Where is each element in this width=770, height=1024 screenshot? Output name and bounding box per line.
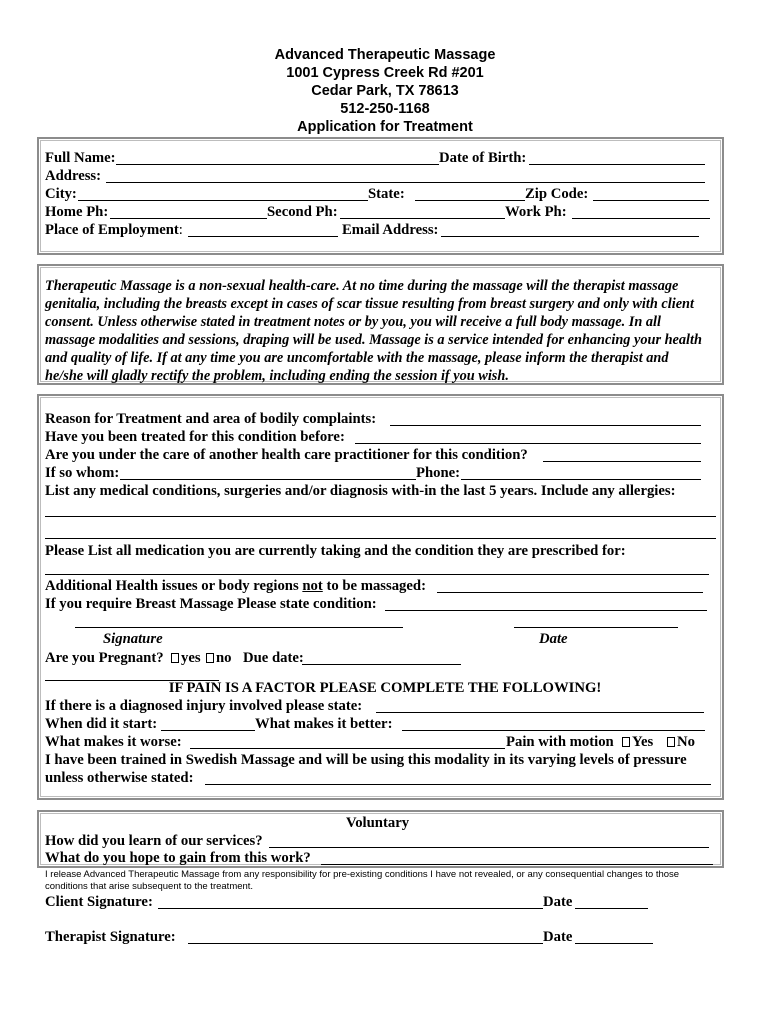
home-phone-field[interactable] bbox=[110, 218, 267, 219]
learn-field[interactable] bbox=[269, 847, 709, 848]
better-field[interactable] bbox=[402, 730, 705, 731]
reason-field[interactable] bbox=[390, 425, 701, 426]
injury-field[interactable] bbox=[376, 712, 704, 713]
conditions-row bbox=[45, 482, 710, 500]
worse-label: What makes it worse: bbox=[45, 734, 182, 750]
gain-row bbox=[45, 849, 710, 867]
full-name-field[interactable] bbox=[116, 164, 439, 165]
pregnant-no-option[interactable]: no bbox=[206, 649, 232, 667]
gain-label: What do you hope to gain from this work? bbox=[45, 850, 311, 866]
client-date-field[interactable] bbox=[575, 908, 648, 909]
pain-yes-checkbox[interactable] bbox=[622, 737, 630, 747]
address-field[interactable] bbox=[106, 182, 705, 183]
client-signature-row bbox=[45, 893, 710, 911]
conditions-field-2[interactable] bbox=[45, 538, 716, 539]
business-address: 1001 Cypress Creek Rd #201 bbox=[286, 65, 484, 81]
pain-worse-row bbox=[45, 733, 710, 751]
client-signature-label: Client Signature: bbox=[45, 894, 153, 910]
injury-row bbox=[45, 697, 710, 715]
address-label: Address: bbox=[45, 168, 102, 184]
employment-field[interactable] bbox=[188, 236, 338, 237]
pregnant-label: Are you Pregnant? bbox=[45, 650, 164, 666]
if-so-whom-label: If so whom: bbox=[45, 465, 120, 481]
swedish-row-1 bbox=[45, 751, 710, 769]
health-signature-field[interactable] bbox=[75, 627, 403, 628]
treated-before-row bbox=[45, 428, 710, 446]
better-label: What makes it better: bbox=[255, 716, 393, 732]
gain-field[interactable] bbox=[321, 864, 713, 865]
email-label: Email Address: bbox=[342, 222, 439, 238]
treated-before-label: Have you been treated for this condition before: bbox=[45, 429, 345, 445]
dob-field[interactable] bbox=[529, 164, 705, 165]
work-phone-label: Work Ph: bbox=[505, 204, 567, 220]
state-field[interactable] bbox=[415, 200, 525, 201]
learn-label: How did you learn of our services? bbox=[45, 833, 263, 849]
form-title: Application for Treatment bbox=[297, 119, 473, 135]
therapist-signature-row bbox=[45, 928, 710, 946]
swedish-text-1: I have been trained in Swedish Massage and will be using this modality in its varying levels of pressure bbox=[45, 752, 687, 768]
signature-caption: Signature bbox=[103, 631, 163, 647]
phones-row bbox=[45, 203, 710, 221]
second-phone-label: Second Ph: bbox=[267, 204, 338, 220]
therapist-date-field[interactable] bbox=[575, 943, 653, 944]
business-name: Advanced Therapeutic Massage bbox=[274, 47, 496, 63]
therapist-signature-label: Therapist Signature: bbox=[45, 929, 176, 945]
pain-no-option[interactable]: No bbox=[667, 733, 695, 751]
worse-field[interactable] bbox=[190, 748, 505, 749]
employment-label: Place of Employment: bbox=[45, 222, 183, 238]
learn-row bbox=[45, 832, 710, 850]
city-state-zip-row bbox=[45, 185, 710, 203]
breast-massage-label: If you require Breast Massage Please state condition: bbox=[45, 596, 377, 612]
under-care-row bbox=[45, 446, 710, 464]
dob-label: Date of Birth: bbox=[439, 150, 527, 166]
due-date-field[interactable] bbox=[302, 664, 461, 665]
date-caption: Date bbox=[539, 631, 568, 647]
due-date-label: Due date: bbox=[243, 650, 304, 666]
health-date-field[interactable] bbox=[514, 627, 678, 628]
if-so-whom-field[interactable] bbox=[120, 479, 416, 480]
medication-row bbox=[45, 542, 710, 560]
provider-phone-field[interactable] bbox=[461, 479, 701, 480]
zip-field[interactable] bbox=[593, 200, 709, 201]
second-phone-field[interactable] bbox=[340, 218, 505, 219]
employment-email-row bbox=[45, 221, 710, 239]
pain-yes-option[interactable]: Yes bbox=[622, 733, 653, 751]
reason-row bbox=[45, 410, 710, 428]
therapist-date-label: Date bbox=[543, 929, 573, 945]
pregnant-row bbox=[45, 649, 710, 667]
email-field[interactable] bbox=[441, 236, 699, 237]
voluntary-title: Voluntary bbox=[345, 815, 410, 831]
when-start-label: When did it start: bbox=[45, 716, 158, 732]
additional-health-field[interactable] bbox=[437, 592, 703, 593]
full-name-label: Full Name: bbox=[45, 150, 116, 166]
swedish-text-2: unless otherwise stated: bbox=[45, 770, 194, 786]
injury-label: If there is a diagnosed injury involved please state: bbox=[45, 698, 363, 714]
signature-caption-row bbox=[45, 630, 710, 648]
phone-label: Phone: bbox=[416, 465, 461, 481]
breast-massage-row bbox=[45, 595, 710, 613]
under-care-field[interactable] bbox=[543, 461, 701, 462]
work-phone-field[interactable] bbox=[572, 218, 710, 219]
swedish-field[interactable] bbox=[205, 784, 711, 785]
home-phone-label: Home Ph: bbox=[45, 204, 109, 220]
pregnant-yes-checkbox[interactable] bbox=[171, 653, 179, 663]
pain-no-checkbox[interactable] bbox=[667, 737, 675, 747]
additional-health-row bbox=[45, 577, 710, 595]
full-name-row bbox=[45, 149, 710, 167]
state-label: State: bbox=[368, 186, 405, 202]
swedish-row-2 bbox=[45, 769, 710, 787]
additional-health-label: Additional Health issues or body regions not to be massaged: bbox=[45, 578, 426, 594]
city-field[interactable] bbox=[78, 200, 368, 201]
treated-before-field[interactable] bbox=[355, 443, 701, 444]
address-row bbox=[45, 167, 710, 185]
conditions-label: List any medical conditions, surgeries and/or diagnosis with-in the last 5 years. Include any allergies: bbox=[45, 483, 676, 499]
business-city: Cedar Park, TX 78613 bbox=[311, 83, 459, 99]
zip-label: Zip Code: bbox=[525, 186, 589, 202]
release-text: I release Advanced Therapeutic Massage from any responsibility for pre-existing conditions I have not revealed, or any consequential changes to those conditions that arise subsequent to the treatment. bbox=[45, 869, 680, 892]
pain-heading: IF PAIN IS A FACTOR PLEASE COMPLETE THE FOLLOWING! bbox=[168, 680, 602, 696]
therapist-signature-field[interactable] bbox=[188, 943, 543, 944]
medication-field[interactable] bbox=[45, 574, 709, 575]
medication-label: Please List all medication you are currently taking and the condition they are prescribed for: bbox=[45, 543, 626, 559]
pregnant-no-checkbox[interactable] bbox=[206, 653, 214, 663]
reason-label: Reason for Treatment and area of bodily complaints: bbox=[45, 411, 377, 427]
pain-onset-row bbox=[45, 715, 710, 733]
if-so-whom-row bbox=[45, 464, 710, 482]
business-phone: 512-250-1168 bbox=[340, 101, 430, 117]
breast-massage-field[interactable] bbox=[385, 610, 707, 611]
client-date-label: Date bbox=[543, 894, 573, 910]
disclaimer-text: Therapeutic Massage is a non-sexual health-care. At no time during the massage will the therapist massage genitalia, including the breasts except in cases of scar tissue resulting from breast surgery and only with client consent. Unless otherwise stated in treatment notes or by you, you will receive a full body massage. In all massage modalities and sessions, draping will be used. Massage is a service intended for enhancing your health and quality of life. If at any time you are uncomfortable with the massage, please inform the therapist and he/she will gladly rectify the problem, including ending the session if you wish. bbox=[45, 278, 702, 384]
pregnant-yes-option[interactable]: yes bbox=[171, 649, 201, 667]
pain-motion-label: Pain with motion bbox=[506, 734, 614, 750]
form-header bbox=[0, 46, 770, 136]
city-label: City: bbox=[45, 186, 77, 202]
when-start-field[interactable] bbox=[161, 730, 255, 731]
conditions-field-1[interactable] bbox=[45, 516, 716, 517]
under-care-label: Are you under the care of another health care practitioner for this condition? bbox=[45, 447, 528, 463]
client-signature-field[interactable] bbox=[158, 908, 543, 909]
